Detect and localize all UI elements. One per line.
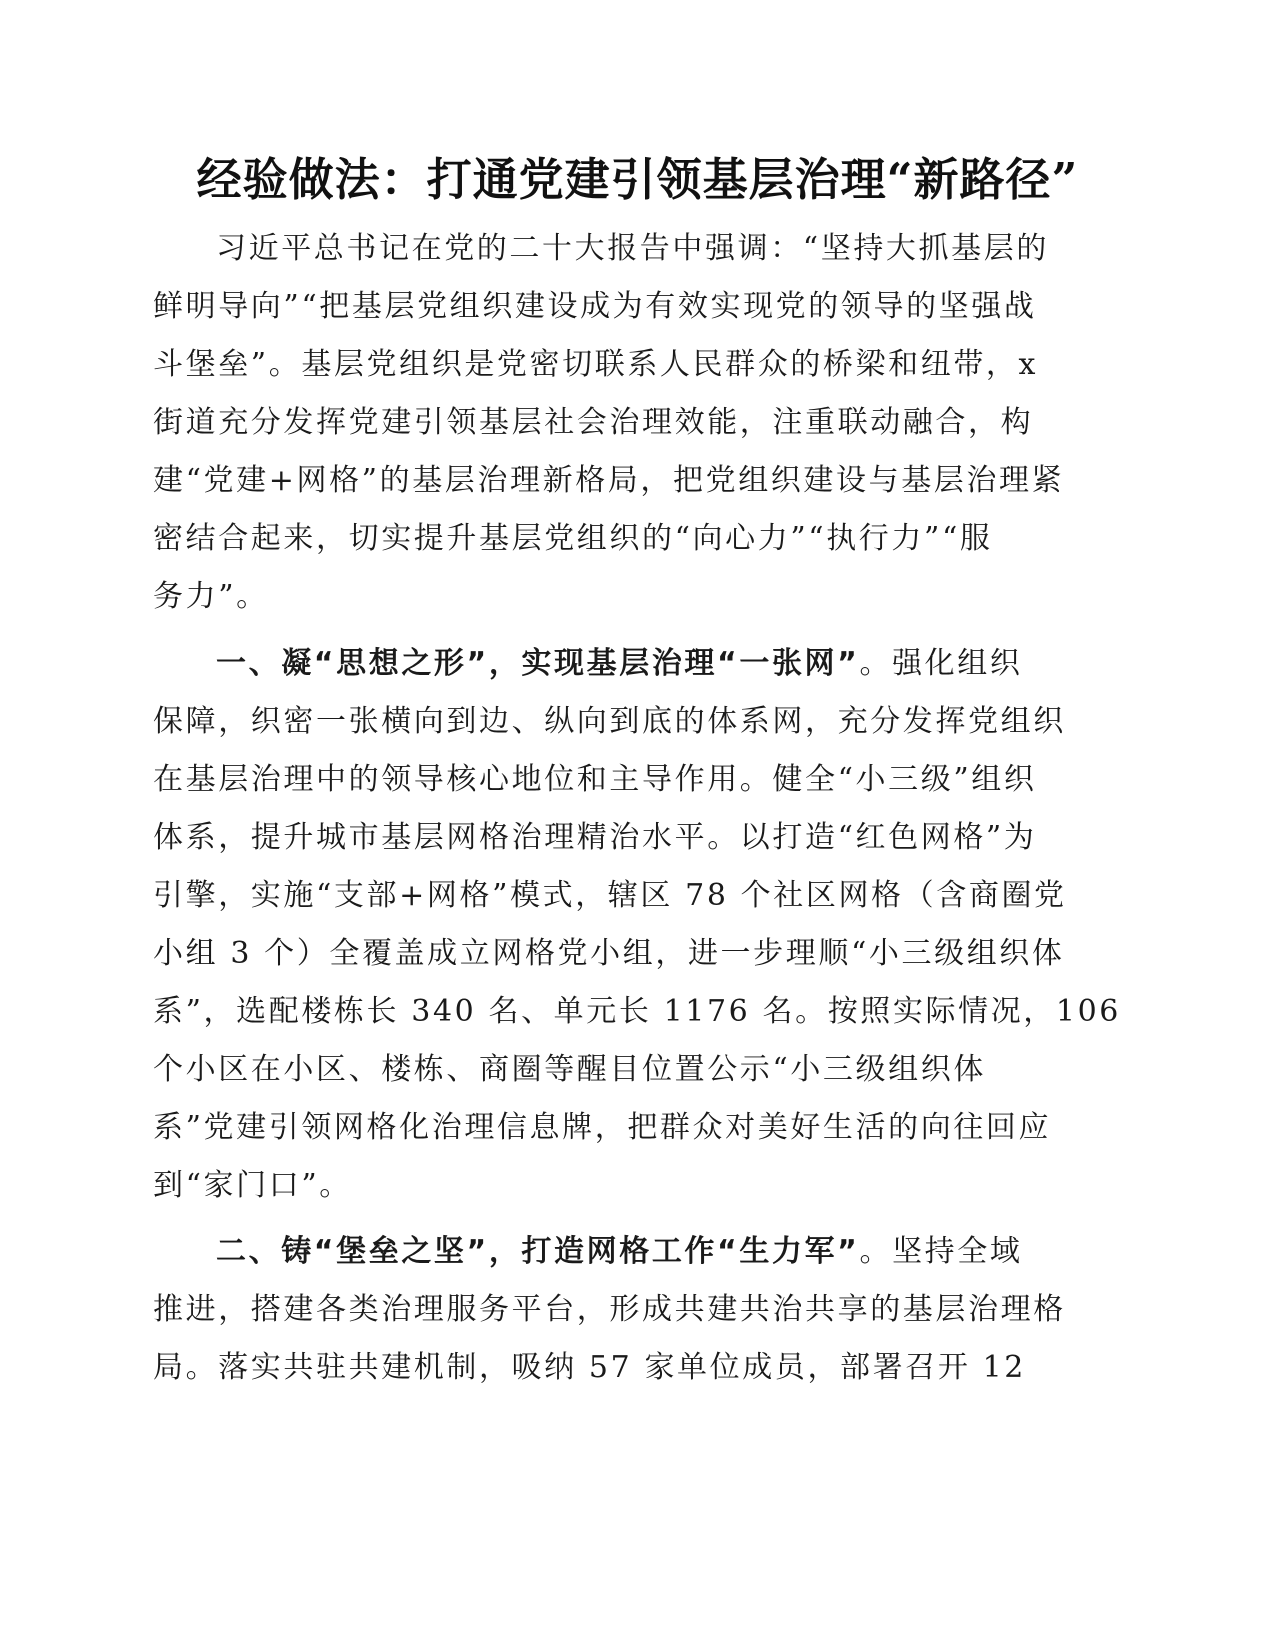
intro-line: 斗堡垒”。基层党组织是党密切联系人民群众的桥梁和纽带，x (153, 347, 1039, 382)
section2-line: 局。落实共驻共建机制，吸纳 57 家单位成员，部署召开 12 (153, 1350, 1026, 1385)
section1-line: 个小区在小区、楼栋、商圈等醒目位置公示“小三级组织体 (153, 1052, 986, 1087)
section1-line: 系”，选配楼栋长 340 名、单元长 1176 名。按照实际情况，106 (153, 994, 1121, 1029)
section2-line: 推进，搭建各类治理服务平台，形成共建共治共享的基层治理格 (153, 1292, 1066, 1327)
section1-heading-tail: 。强化组织 (859, 646, 1023, 681)
section2-first-line (216, 1232, 1022, 1272)
section1-line: 系”党建引领网格化治理信息牌，把群众对美好生活的向往回应 (153, 1110, 1052, 1145)
section1-first-line (216, 644, 1022, 684)
section1-line: 体系，提升城市基层网格治理精治水平。以打造“红色网格”为 (153, 820, 1037, 855)
section1-line: 在基层治理中的领导核心地位和主导作用。健全“小三级”组织 (153, 762, 1037, 797)
intro-line: 街道充分发挥党建引领基层社会治理效能，注重联动融合，构 (153, 405, 1034, 440)
section1-line: 小组 3 个）全覆盖成立网格党小组，进一步理顺“小三级组织体 (153, 936, 1065, 971)
document-title: 经验做法：打通党建引领基层治理“新路径” (196, 153, 1079, 206)
section1-line: 保障，织密一张横向到边、纵向到底的体系网，充分发挥党组织 (153, 704, 1066, 739)
section1-line: 引擎，实施“支部+网格”模式，辖区 78 个社区网格（含商圈党 (153, 878, 1067, 913)
intro-line: 鲜明导向”“把基层党组织建设成为有效实现党的领导的坚强战 (153, 289, 1037, 324)
section1-heading: 一、凝“思想之形”，实现基层治理“一张网” (216, 646, 860, 681)
intro-line: 建“党建+网格”的基层治理新格局，把党组织建设与基层治理紧 (153, 463, 1065, 498)
section1-line: 到“家门口”。 (153, 1168, 352, 1203)
intro-line: 密结合起来，切实提升基层党组织的“向心力”“执行力”“服 (153, 521, 993, 556)
intro-line: 习近平总书记在党的二十大报告中强调：“坚持大抓基层的 (216, 231, 1049, 266)
section2-heading: 二、铸“堡垒之坚”，打造网格工作“生力军” (216, 1234, 860, 1269)
section2-heading-tail: 。坚持全域 (859, 1234, 1023, 1269)
intro-line: 务力”。 (153, 579, 269, 614)
